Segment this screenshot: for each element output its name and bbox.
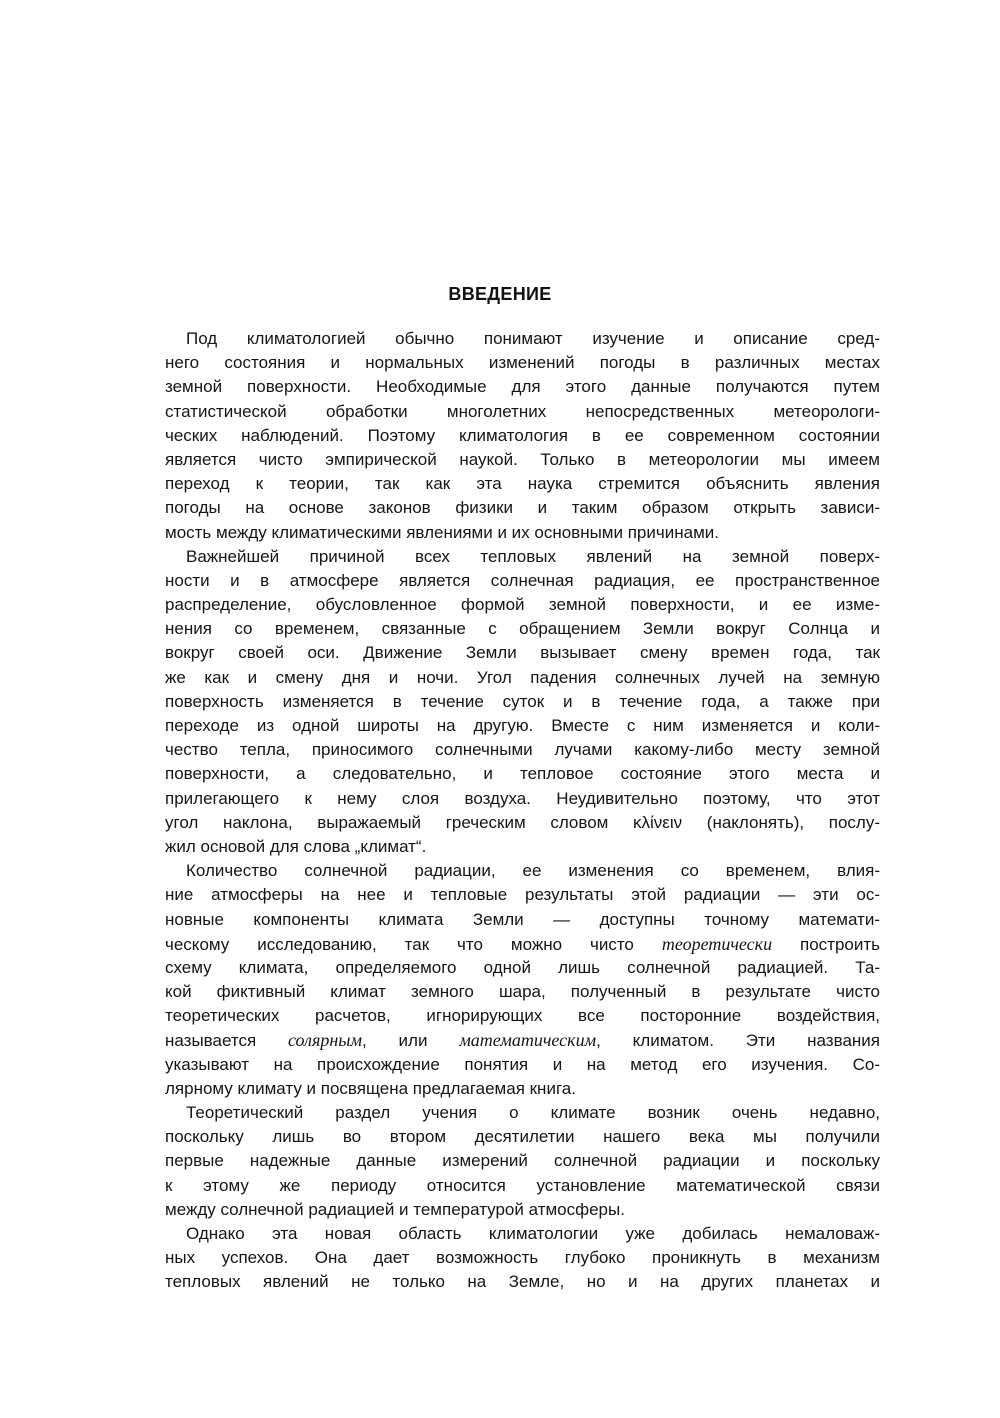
- text-segment: указывают на происхождение понятия и на метод его изучения. Со-: [165, 1054, 880, 1074]
- text-segment: вокруг своей оси. Движение Земли вызывает смену времен года, так: [165, 643, 880, 663]
- text-line: [165, 1246, 880, 1270]
- text-line: [165, 859, 880, 883]
- text-segment: распределение, обусловленное формой земной поверхности, и ее изме-: [165, 595, 880, 615]
- text-segment: к этому же периоду относится установление математической связи: [165, 1175, 880, 1195]
- chapter-title: ВВЕДЕНИЕ: [448, 284, 552, 304]
- text-segment: ческому исследованию, так что можно чисто: [165, 934, 662, 954]
- text-segment: же как и смену дня и ночи. Угол падения солнечных лучей на земную: [165, 667, 880, 687]
- text-line: [165, 545, 880, 569]
- paragraph: [165, 545, 880, 859]
- text-segment: нения со временем, связанные с обращением Земли вокруг Солнца и: [165, 619, 880, 639]
- text-segment: переход к теории, так как эта наука стремится объяснить явления: [165, 474, 880, 494]
- text-line: [165, 375, 880, 399]
- text-line: [165, 908, 880, 932]
- text-line: [165, 883, 880, 907]
- text-segment: угол наклона, выражаемый греческим словом κλίνειν (наклонять), послу-: [165, 812, 880, 832]
- text-segment: является чисто эмпирической наукой. Только в метеорологии мы имеем: [165, 449, 880, 469]
- body-text: [165, 327, 880, 1295]
- text-line: [165, 835, 880, 859]
- text-segment: погоды на основе законов физики и таким образом открыть зависи-: [165, 498, 880, 518]
- text-line: [165, 738, 880, 762]
- text-segment: поверхность изменяется в течение суток и в течение года, а также при: [165, 691, 880, 711]
- text-line: [165, 1028, 880, 1052]
- text-line: [165, 714, 880, 738]
- text-line: [165, 472, 880, 496]
- text-segment: чество тепла, приносимого солнечными лучами какому-либо месту земной: [165, 740, 880, 760]
- text-segment: лярному климату и посвящена предлагаемая книга.: [165, 1078, 576, 1098]
- text-segment: ных успехов. Она дает возможность глубоко проникнуть в механизм: [165, 1248, 880, 1268]
- italic-term: солярным: [288, 1030, 362, 1051]
- text-line: [165, 690, 880, 714]
- text-line: [165, 1125, 880, 1149]
- text-line: [165, 569, 880, 593]
- text-line: [165, 1270, 880, 1294]
- text-line: [165, 956, 880, 980]
- text-segment: земной поверхности. Необходимые для этого данные получаются путем: [165, 377, 880, 397]
- text-line: [165, 1004, 880, 1028]
- text-segment: жил основой для слова „климат“.: [165, 836, 427, 856]
- text-line: [165, 641, 880, 665]
- text-segment: ческих наблюдений. Поэтому климатология в ее современном состоянии: [165, 425, 880, 445]
- text-line: [165, 1149, 880, 1173]
- text-line: [165, 811, 880, 835]
- text-line: [165, 1174, 880, 1198]
- text-segment: Под климатологией обычно понимают изучение и описание сред-: [186, 329, 880, 348]
- text-line: [165, 448, 880, 472]
- text-line: [165, 400, 880, 424]
- text-segment: схему климата, определяемого одной лишь солнечной радиацией. Та-: [165, 957, 880, 977]
- text-segment: поскольку лишь во втором десятилетии нашего века мы получили: [165, 1127, 880, 1147]
- paragraph: [165, 327, 880, 545]
- paragraph: [165, 859, 880, 1101]
- text-segment: кой фиктивный климат земного шара, полученный в результате чисто: [165, 982, 880, 1002]
- text-line: [165, 1053, 880, 1077]
- italic-term: теоретически: [661, 933, 773, 954]
- text-line: [165, 932, 880, 956]
- text-segment: называется: [165, 1031, 289, 1051]
- text-line: [165, 1077, 880, 1101]
- text-segment: первые надежные данные измерений солнечной радиации и поскольку: [165, 1151, 880, 1171]
- text-segment: , климатом. Эти названия: [596, 1031, 880, 1051]
- text-segment: Важнейшей причиной всех тепловых явлений на земной поверх-: [186, 546, 880, 566]
- text-line: [165, 327, 880, 351]
- text-segment: мость между климатическими явлениями и их основными причинами.: [165, 522, 719, 542]
- text-segment: статистической обработки многолетних непосредственных метеорологи-: [165, 401, 880, 421]
- italic-term: математическим: [459, 1030, 597, 1051]
- paragraph: [165, 1222, 880, 1295]
- text-line: [165, 1101, 880, 1125]
- text-segment: прилегающего к нему слоя воздуха. Неудивительно поэтому, что этот: [165, 788, 880, 808]
- text-segment: теоретических расчетов, игнорирующих все посторонние воздействия,: [165, 1006, 880, 1026]
- text-line: [165, 617, 880, 641]
- text-segment: построить: [772, 934, 880, 954]
- text-line: [165, 496, 880, 520]
- text-segment: ние атмосферы на нее и тепловые результаты этой радиации — эти ос-: [165, 885, 880, 905]
- text-line: [165, 762, 880, 786]
- text-segment: Однако эта новая область климатологии уже добилась немаловаж-: [186, 1223, 880, 1243]
- text-line: [165, 980, 880, 1004]
- text-segment: между солнечной радиацией и температурой атмосферы.: [165, 1199, 625, 1219]
- text-segment: новные компоненты климата Земли — доступны точному математи-: [165, 909, 880, 929]
- text-line: [165, 424, 880, 448]
- text-segment: тепловых явлений не только на Земле, но и на других планетах и: [165, 1272, 880, 1292]
- text-segment: ности и в атмосфере является солнечная радиация, ее пространственное: [165, 570, 880, 590]
- text-segment: переходе из одной широты на другую. Вместе с ним изменяется и коли-: [165, 716, 880, 735]
- text-line: [165, 521, 880, 545]
- text-segment: , или: [361, 1031, 460, 1051]
- text-segment: Теоретический раздел учения о климате возник очень недавно,: [186, 1103, 880, 1122]
- text-line: [165, 1222, 880, 1246]
- text-line: [165, 1198, 880, 1222]
- text-line: [165, 666, 880, 690]
- text-segment: него состояния и нормальных изменений погоды в различных местах: [165, 353, 880, 373]
- paragraph: [165, 1101, 880, 1222]
- text-segment: Количество солнечной радиации, ее изменения со временем, влия-: [186, 861, 880, 881]
- text-line: [165, 593, 880, 617]
- text-line: [165, 787, 880, 811]
- text-segment: поверхности, а следовательно, и тепловое состояние этого места и: [165, 764, 880, 784]
- text-line: [165, 351, 880, 375]
